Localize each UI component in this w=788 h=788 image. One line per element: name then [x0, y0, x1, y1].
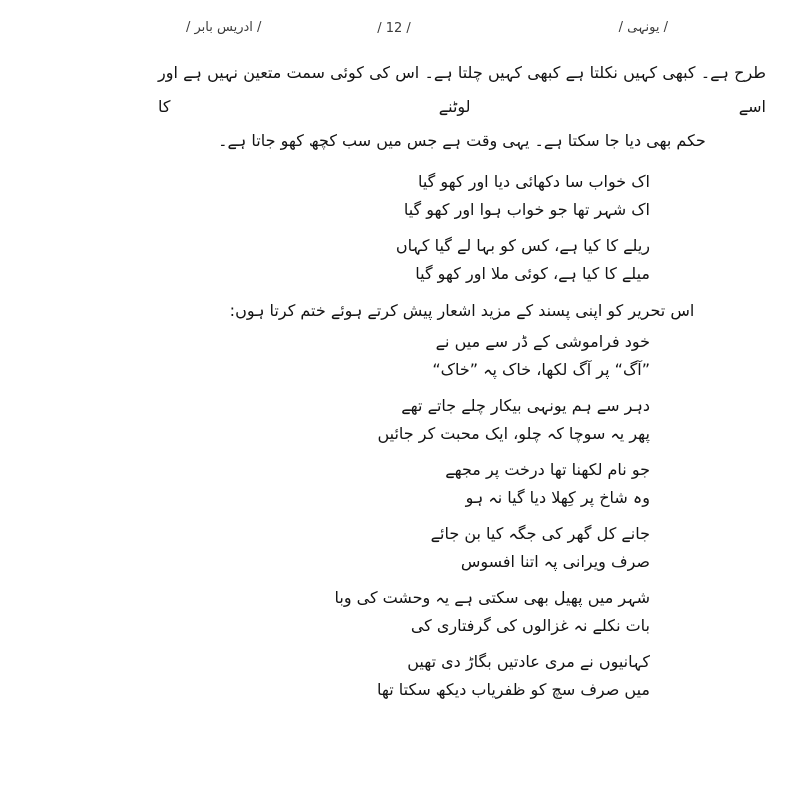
- verse-line: میں صرف سچ کو ظفریاب دیکھ سکتا تھا: [376, 680, 650, 699]
- prose-line: حکم بھی دیا جا سکتا ہے۔ یہی وقت ہے جس میں سب کچھ کھو جاتا ہے۔: [218, 131, 706, 150]
- running-header: [0, 20, 788, 46]
- verse-line: اک شہر تھا جو خواب ہوا اور کھو گیا: [403, 200, 650, 219]
- running-header-author: / ادریس بابر /: [186, 20, 262, 35]
- verse-line: میلے کا کیا ہے، کوئی ملا اور کھو گیا: [415, 264, 650, 283]
- verse-line: بات نکلے نہ غزالوں کی گرفتاری کی: [410, 616, 650, 635]
- verse-line: جو نام لکھنا تھا درخت پر مجھے: [445, 460, 650, 479]
- couplet: [158, 232, 650, 288]
- couplet: [158, 168, 650, 224]
- intro-line: اس تحریر کو اپنی پسند کے مزید اشعار پیش کرتے ہوئے ختم کرتا ہوں:: [229, 301, 695, 320]
- verse-line: ریلے کا کیا ہے، کس کو بہا لے گیا کہاں: [395, 236, 650, 255]
- verse-line: دہر سے ہم یونہی بیکار چلے جاتے تھے: [401, 396, 650, 415]
- couplet: [158, 520, 650, 576]
- verse-line: ”آگ“ پر آگ لکھا، خاک پہ ”خاک“: [432, 360, 650, 379]
- verse-line: پھر یہ سوچا کہ چلو، ایک محبت کر جائیں: [377, 424, 650, 443]
- running-header-page-number: / 12 /: [377, 21, 411, 36]
- verse-line: جانے کل گھر کی جگہ کیا بن جائے: [430, 524, 650, 543]
- running-header-book-title: / یونہی /: [618, 20, 668, 35]
- verse-line: اک خواب سا دکھائی دیا اور کھو گیا: [417, 172, 650, 191]
- couplet: [158, 456, 650, 512]
- verse-line: خود فراموشی کے ڈر سے میں نے: [435, 332, 650, 351]
- couplet: [158, 392, 650, 448]
- verse-line: شہر میں پھیل بھی سکتی ہے یہ وحشت کی وبا: [334, 588, 650, 607]
- poetry-section: [158, 168, 766, 704]
- prose-line: طرح ہے۔ کبھی کہیں نکلتا ہے کبھی کہیں چلتا ہے۔ اس کی کوئی سمت متعین نہیں ہے اور اسے لوٹنے کا: [158, 63, 766, 116]
- page-body: [158, 56, 766, 712]
- verse-line: کہانیوں نے مری عادتیں بگاڑ دی تھیں: [407, 652, 650, 671]
- verse-line: صرف ویرانی پہ اتنا افسوس: [460, 552, 650, 571]
- couplet: [158, 648, 650, 704]
- prose-paragraph: [158, 56, 766, 158]
- couplet: [158, 328, 650, 384]
- couplet: [158, 584, 650, 640]
- verse-line: وہ شاخ پر کِھلا دیا گیا نہ ہو: [465, 488, 650, 507]
